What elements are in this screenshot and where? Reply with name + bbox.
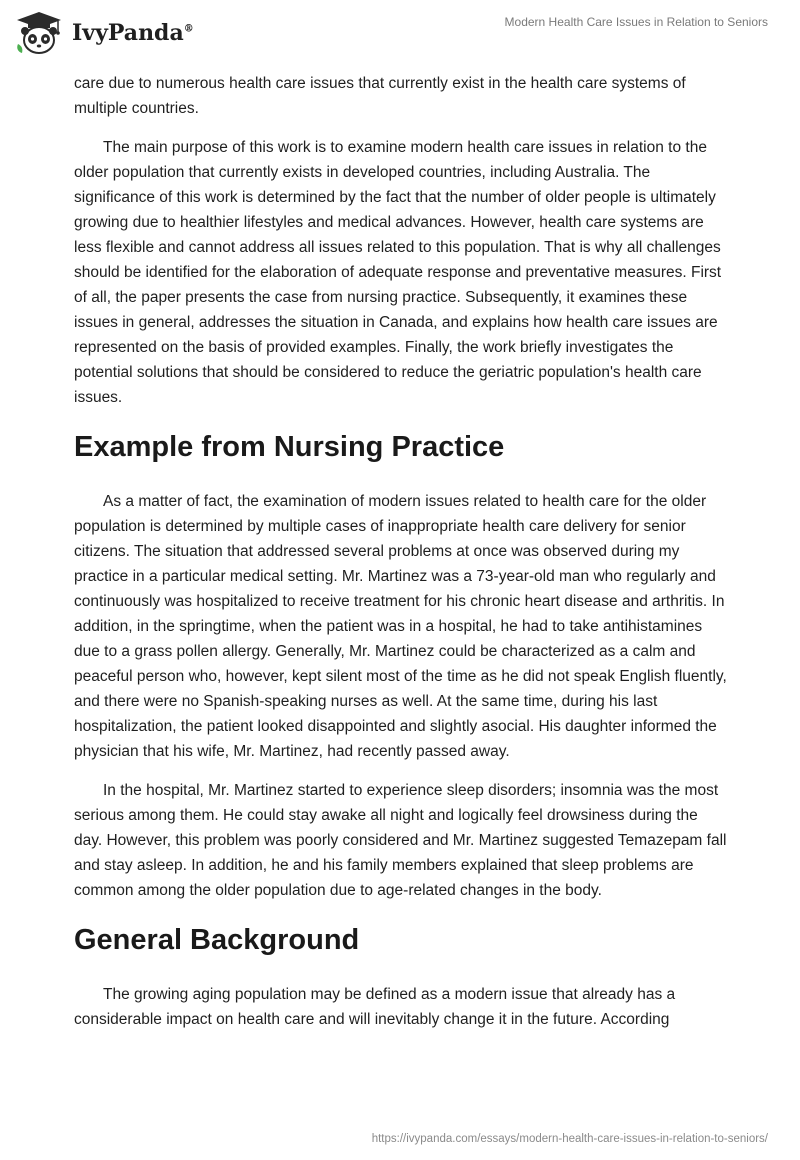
- panda-graduate-icon: [14, 10, 64, 56]
- ivypanda-logo[interactable]: [14, 10, 194, 56]
- section-heading: Example from Nursing Practice: [74, 431, 505, 463]
- paragraph: In the hospital, Mr. Martinez started to experience sleep disorders; insomnia was the most serious among them. He could stay awake all night and logically feel drowsiness during the day. However, this problem was poorly considered and Mr. Martinez suggested Temazepam fall and stay asleep. In addition, he and his family members explained that sleep problems are common among the older population due to age-related changes in the body.: [74, 782, 727, 899]
- brand-name: IvyPanda®: [72, 20, 194, 46]
- paragraph: care due to numerous health care issues that currently exist in the health care systems of multiple countries.: [74, 75, 686, 117]
- essay-content: [74, 71, 730, 1046]
- paragraph: As a matter of fact, the examination of modern issues related to health care for the older population is determined by multiple cases of inappropriate health care delivery for senior citizens. The situation that addressed several problems at once was observed during my practice in a particular medical setting. Mr. Martinez was a 73-year-old man who regularly and continuously was hospitalized to receive treatment for his chronic heart disease and arthritis. In addition, in the springtime, when the patient was in a hospital, he had to take antihistamines due to a grass pollen allergy. Generally, Mr. Martinez could be characterized as a calm and peaceful person who, however, kept silent most of the time as he did not speak English fluently, and there were no Spanish-speaking nurses as well. At the same time, during his last hospitalization, the patient looked disappointed and slightly asocial. His daughter informed the physician that his wife, Mr. Martinez, had recently passed away.: [74, 493, 727, 760]
- page-header: [0, 0, 800, 62]
- source-url[interactable]: https://ivypanda.com/essays/modern-health-care-issues-in-relation-to-seniors/: [371, 1133, 768, 1145]
- document-title: Modern Health Care Issues in Relation to Seniors: [504, 15, 768, 29]
- section-heading: General Background: [74, 924, 360, 956]
- paragraph: The main purpose of this work is to examine modern health care issues in relation to the older population that currently exists in developed countries, including Australia. The significance of this work is determined by the fact that the number of older people is ultimately growing due to healthier lifestyles and medical advances. However, health care systems are less flexible and cannot address all issues related to this population. That is why all challenges should be identified for the elaboration of adequate response and preventative measures. First of all, the paper presents the case from nursing practice. Subsequently, it examines these issues in general, addresses the situation in Canada, and explains how health care issues are represented on the basis of provided examples. Finally, the work briefly investigates the potential solutions that should be considered to reduce the geriatric population's health care issues.: [74, 139, 722, 406]
- paragraph: The growing aging population may be defined as a modern issue that already has a considerable impact on health care and will inevitably change it in the future. According: [74, 986, 676, 1028]
